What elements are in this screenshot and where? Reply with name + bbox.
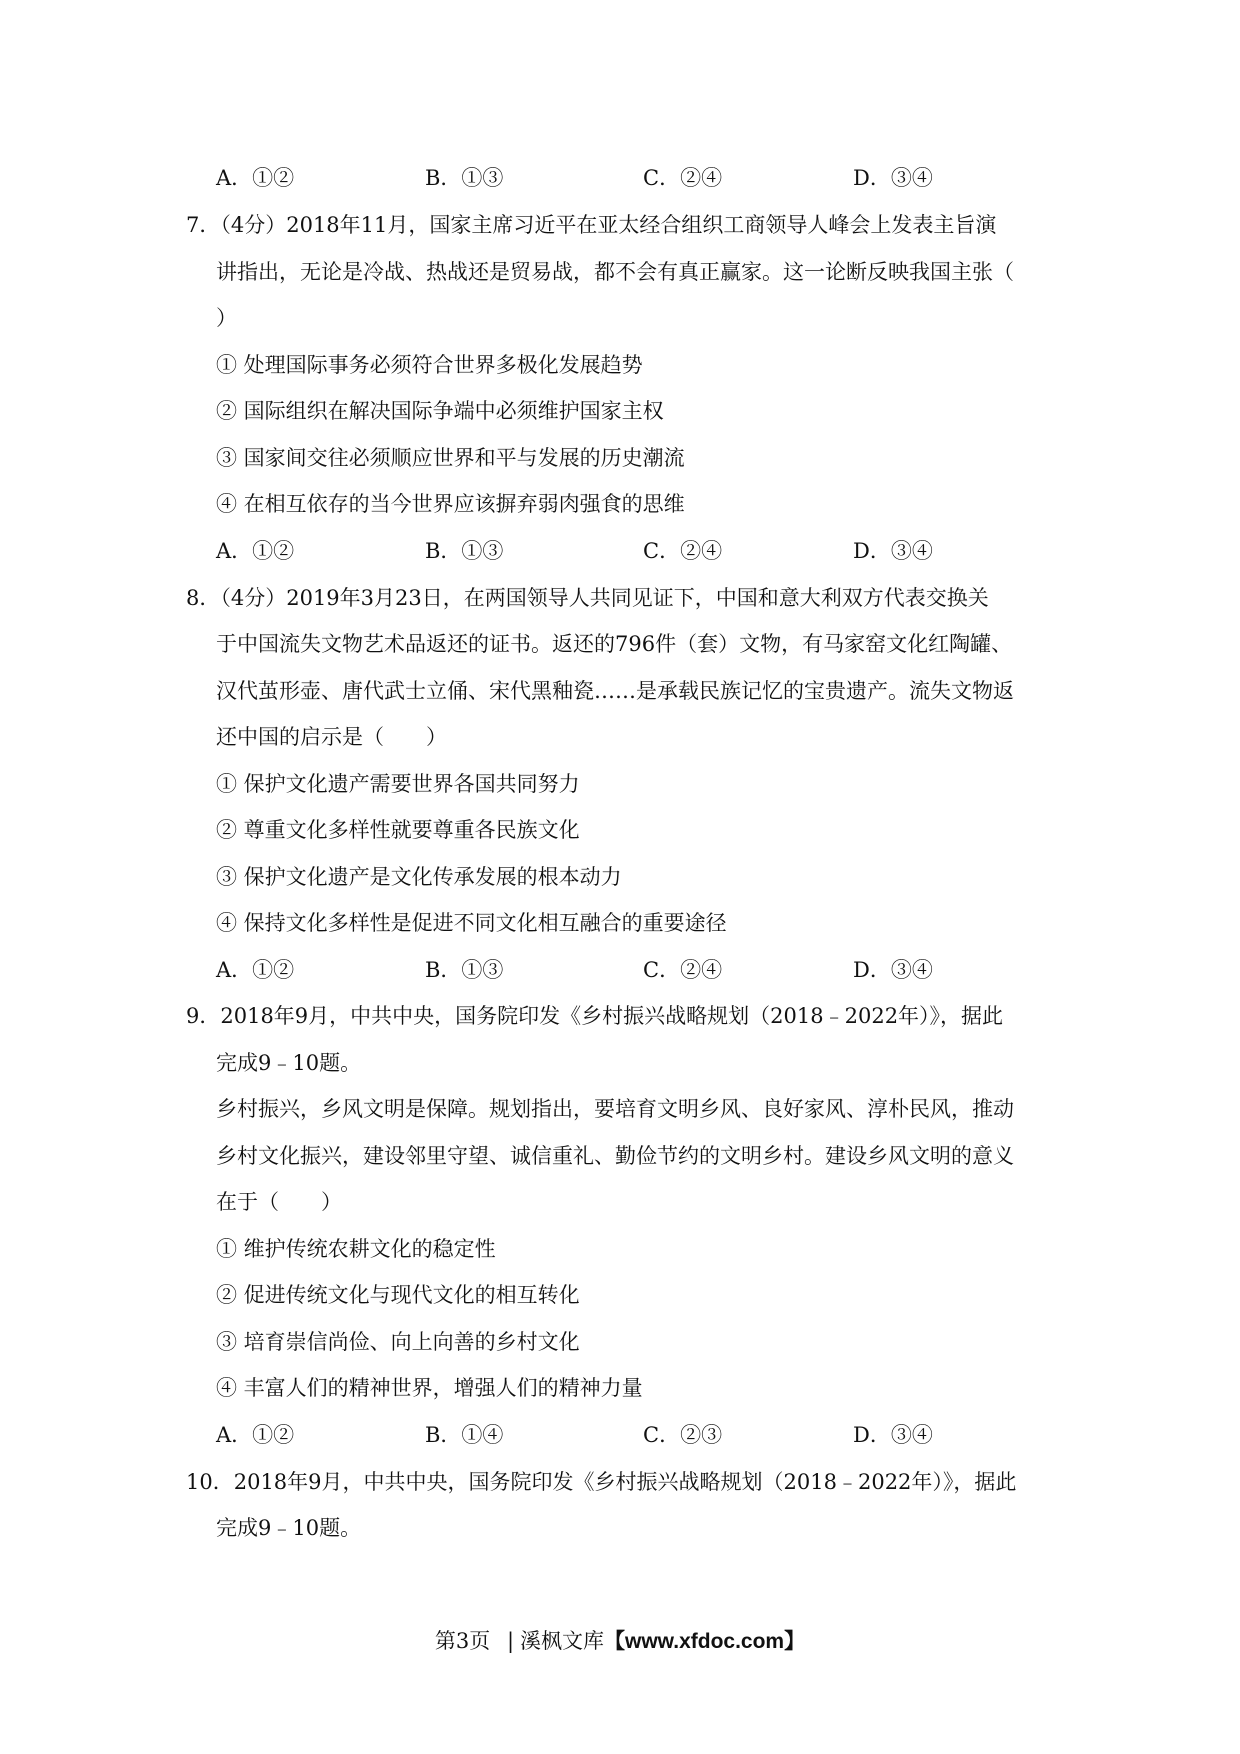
q8-choice-2: ② 尊重文化多样性就要尊重各民族文化 <box>216 818 580 842</box>
q9-stem-line-1: 9．2018年9月，中共中央，国务院印发《乡村振兴战略规划（2018﹣2022年）》，据此 <box>186 1004 1004 1028</box>
q10-stem-line-2: 完成9﹣10题。 <box>216 1516 362 1540</box>
q8-choice-1: ① 保护文化遗产需要世界各国共同努力 <box>216 772 580 796</box>
q7-option-a[interactable]: A．①② <box>216 539 295 563</box>
q9-choice-3: ③ 培育崇信尚俭、向上向善的乡村文化 <box>216 1330 580 1354</box>
q7-option-b[interactable]: B．①③ <box>425 539 504 563</box>
page-number: 第3页 <box>434 1629 491 1653</box>
q8-choice-4: ④ 保持文化多样性是促进不同文化相互融合的重要途径 <box>216 911 727 935</box>
q7-choice-2: ② 国际组织在解决国际争端中必须维护国家主权 <box>216 399 664 423</box>
q9-options <box>216 1420 1016 1450</box>
q6-option-a[interactable]: A．①② <box>216 166 295 190</box>
q6-option-c[interactable]: C．②④ <box>643 166 723 190</box>
q9-option-a[interactable]: A．①② <box>216 1423 295 1447</box>
q8-stem-line-1: 8．（4分）2019年3月23日，在两国领导人共同见证下，中国和意大利双方代表交换关 <box>186 586 989 610</box>
q8-stem-line-4: 还中国的启示是（ ） <box>216 725 447 749</box>
page-footer <box>0 1626 1240 1657</box>
q7-stem-line-3: ） <box>216 306 237 330</box>
q6-option-b[interactable]: B．①③ <box>425 166 504 190</box>
q9-choice-1: ① 维护传统农耕文化的稳定性 <box>216 1237 496 1261</box>
q7-choice-4: ④ 在相互依存的当今世界应该摒弃弱肉强食的思维 <box>216 492 685 516</box>
q7-stem-line-2: 讲指出，无论是冷战、热战还是贸易战，都不会有真正赢家。这一论断反映我国主张（ <box>216 260 1014 284</box>
q9-option-b[interactable]: B．①④ <box>425 1423 504 1447</box>
q8-option-a[interactable]: A．①② <box>216 958 295 982</box>
q9-stem-line-5: 在于（ ） <box>216 1190 342 1214</box>
q9-choice-4: ④ 丰富人们的精神世界，增强人们的精神力量 <box>216 1376 643 1400</box>
q6-options <box>216 163 1016 193</box>
q9-option-c[interactable]: C．②③ <box>643 1423 723 1447</box>
q7-stem-line-1: 7．（4分）2018年11月，国家主席习近平在亚太经合组织工商领导人峰会上发表主旨演 <box>186 213 997 237</box>
q6-option-d[interactable]: D．③④ <box>853 166 933 190</box>
footer-separator: | <box>506 1629 515 1653</box>
q7-options <box>216 536 1016 566</box>
q10-stem-line-1: 10．2018年9月，中共中央，国务院印发《乡村振兴战略规划（2018﹣2022年）》，据此 <box>186 1470 1017 1494</box>
q8-stem-line-2: 于中国流失文物艺术品返还的证书。返还的796件（套）文物，有马家窑文化红陶罐、 <box>216 632 1013 656</box>
q9-stem-line-3: 乡村振兴，乡风文明是保障。规划指出，要培育文明乡风、良好家风、淳朴民风，推动 <box>216 1097 1014 1121</box>
q8-options <box>216 955 1016 985</box>
q8-stem-line-3: 汉代茧形壶、唐代武士立俑、宋代黑釉瓷……是承载民族记忆的宝贵遗产。流失文物返 <box>216 679 1014 703</box>
q9-choice-2: ② 促进传统文化与现代文化的相互转化 <box>216 1283 580 1307</box>
q8-option-b[interactable]: B．①③ <box>425 958 504 982</box>
q7-option-c[interactable]: C．②④ <box>643 539 723 563</box>
q8-choice-3: ③ 保护文化遗产是文化传承发展的根本动力 <box>216 865 622 889</box>
q8-option-d[interactable]: D．③④ <box>853 958 933 982</box>
q7-choice-1: ① 处理国际事务必须符合世界多极化发展趋势 <box>216 353 643 377</box>
q9-option-d[interactable]: D．③④ <box>853 1423 933 1447</box>
q9-stem-line-4: 乡村文化振兴，建设邻里守望、诚信重礼、勤俭节约的文明乡村。建设乡风文明的意义 <box>216 1144 1014 1168</box>
q9-stem-line-2: 完成9﹣10题。 <box>216 1051 362 1075</box>
footer-site-name: 溪枫文库 <box>520 1629 605 1653</box>
q7-choice-3: ③ 国家间交往必须顺应世界和平与发展的历史潮流 <box>216 446 685 470</box>
q8-option-c[interactable]: C．②④ <box>643 958 723 982</box>
q7-option-d[interactable]: D．③④ <box>853 539 933 563</box>
footer-url[interactable]: 【www.xfdoc.com】 <box>604 1630 806 1653</box>
